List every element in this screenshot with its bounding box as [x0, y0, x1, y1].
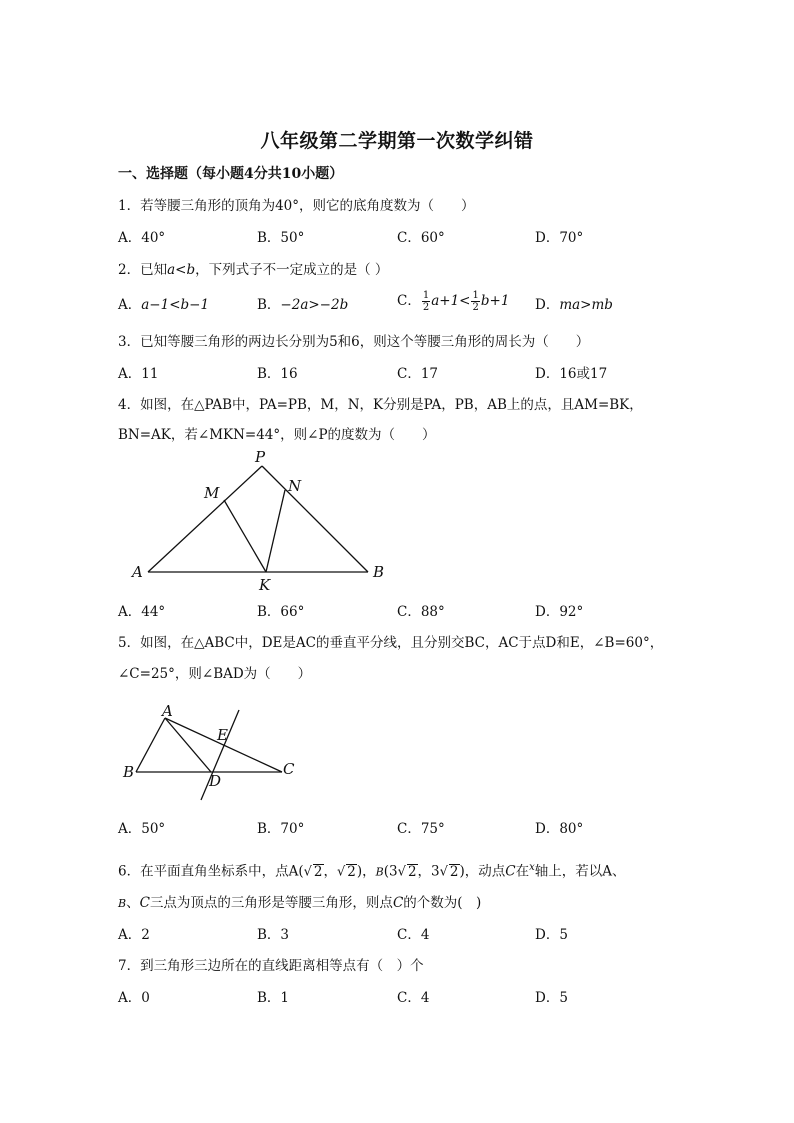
q6-line2-sep: 、	[126, 895, 140, 911]
q4-label-k: K	[259, 576, 271, 594]
q5-label-e: E	[217, 726, 228, 744]
question-1-stem: 1．若等腰三角形的顶角为40°，则它的底角度数为（ ）	[118, 198, 475, 214]
q6-radicand-1: 2	[313, 863, 323, 880]
q6-x-axis: x	[529, 862, 535, 873]
q2-lt: <	[175, 262, 187, 278]
q6-comma-1: ，	[323, 863, 337, 880]
q1-option-a: A．40°	[118, 230, 166, 246]
sqrt-icon: √	[397, 864, 406, 880]
q6-coef-2: 3	[431, 863, 440, 880]
q2-option-a-label: A．	[118, 297, 142, 313]
q5-option-b: B．70°	[257, 821, 305, 837]
q4-segment-nk	[266, 490, 285, 572]
q6-part-4: 在	[515, 863, 530, 880]
q6-line2-end: 的个数为( )	[403, 895, 482, 911]
q6-option-b: B．3	[257, 927, 290, 943]
q1-option-c: C．60°	[397, 230, 445, 246]
q7-option-c: C．4	[397, 990, 430, 1006]
q4-label-b: B	[373, 563, 385, 581]
q2-option-b-label: B．	[257, 297, 281, 313]
q2-option-c-label: C．	[397, 293, 421, 309]
q4-option-a: A．44°	[118, 604, 166, 620]
q6-part-5: 轴上，若以A、	[534, 863, 626, 880]
q5-label-a: A	[162, 702, 173, 720]
q3-option-a: A．11	[118, 366, 159, 382]
q2-option-c-tail: b+1	[480, 293, 510, 309]
q4-label-n: N	[288, 477, 302, 495]
q6-coef-1: 3	[389, 863, 398, 880]
q4-option-c: C．88°	[397, 604, 445, 620]
q2-option-d-label: D．	[535, 297, 560, 313]
q4-option-d: D．92°	[535, 604, 584, 620]
q6-part-2: )，	[356, 863, 376, 880]
q3-option-c: C．17	[397, 366, 439, 382]
q6-part-3: )，动点	[459, 863, 506, 880]
q4-label-a: A	[132, 563, 143, 581]
q6-line2-c2: C	[392, 895, 404, 911]
q2-option-d	[535, 296, 613, 314]
q7-option-d: D．5	[535, 990, 568, 1006]
q2-suffix: ，下列式子不一定成立的是（ ）	[195, 262, 389, 278]
q6-line2-c: C	[139, 895, 150, 911]
q4-option-b: B．66°	[257, 604, 305, 620]
question-6-line-1	[118, 859, 626, 882]
q2-option-c-fraction-1: $\frac{1}{2}$	[422, 290, 430, 313]
q4-label-p: P	[255, 448, 266, 466]
q5-segment-ad	[165, 718, 211, 772]
q2-var-b: b	[186, 262, 196, 278]
q5-segment-de-bisector	[201, 710, 239, 800]
q2-option-d-expr: ma>mb	[559, 297, 613, 313]
question-7-stem: 7．到三角形三边所在的直线距离相等点有（ ）个	[118, 958, 424, 974]
q6-option-d: D．5	[535, 927, 568, 943]
q5-segment-ac	[165, 718, 282, 772]
question-6-line-2	[118, 894, 481, 913]
question-2-stem	[118, 261, 388, 279]
q6-line2-text: 三点为顶点的三角形是等腰三角形，则点	[149, 895, 393, 911]
q6-point-c: C	[505, 863, 516, 880]
q5-option-c: C．75°	[397, 821, 445, 837]
q3-option-b: B．16	[257, 366, 298, 382]
q5-label-b: B	[123, 763, 135, 781]
q4-segment-pb	[262, 466, 368, 572]
q6-radicand-4: 2	[449, 863, 459, 880]
sqrt-icon: √	[303, 864, 312, 880]
q2-option-c-mid: a+1<	[431, 293, 471, 309]
q2-var-a: a	[167, 262, 176, 278]
question-4-line-1: 4．如图，在△PAB中，PA=PB，M，N，K分别是PA，PB，AB上的点，且AM=BK，	[118, 397, 643, 413]
q2-option-a-expr: a−1<b−1	[141, 297, 210, 313]
question-4-line-2: BN=AK，若∠MKN=44°，则∠P的度数为（ ）	[118, 427, 436, 443]
q1-option-b: B．50°	[257, 230, 305, 246]
q7-option-b: B．1	[257, 990, 290, 1006]
q6-point-b: B	[375, 865, 384, 879]
q4-segment-mk	[224, 500, 266, 572]
question-5-line-2: ∠C=25°，则∠BAD为（ ）	[118, 666, 312, 682]
q5-option-a: A．50°	[118, 821, 166, 837]
q2-prefix: 2．已知	[118, 262, 168, 278]
q3-option-d: D．16或17	[535, 366, 608, 382]
q7-option-a: A．0	[118, 990, 150, 1006]
sqrt-icon: √	[439, 864, 448, 880]
q5-segment-ab	[136, 718, 165, 772]
q6-option-a: A．2	[118, 927, 150, 943]
q5-option-d: D．80°	[535, 821, 584, 837]
question-5-line-1: 5．如图，在△ABC中，DE是AC的垂直平分线，且分别交BC，AC于点D和E，∠B=60°，	[118, 635, 664, 651]
page-title: 八年级第二学期第一次数学纠错	[260, 130, 534, 152]
q5-label-c: C	[283, 760, 295, 778]
question-3-stem: 3．已知等腰三角形的两边长分别为5和6，则这个等腰三角形的周长为（ ）	[118, 334, 590, 350]
q6-comma-2: ，	[417, 863, 432, 880]
q6-b-open: (	[383, 863, 390, 880]
q2-option-b-expr: −2a>−2b	[280, 297, 349, 313]
q2-option-a	[118, 296, 209, 314]
q2-option-b	[257, 296, 348, 314]
q4-segment-pa	[148, 466, 262, 572]
q2-option-c	[397, 290, 509, 313]
q1-option-d: D．70°	[535, 230, 584, 246]
q6-radicand-3: 2	[407, 863, 417, 880]
sqrt-icon: √	[337, 864, 346, 880]
q6-part-1: 6．在平面直角坐标系中，点A(	[118, 863, 304, 880]
q6-option-c: C．4	[397, 927, 430, 943]
q2-option-c-fraction-2: $\frac{1}{2}$	[472, 290, 479, 313]
q4-label-m: M	[204, 484, 220, 502]
q6-line2-b: B	[118, 897, 127, 910]
q5-label-d: D	[209, 772, 222, 790]
q6-radicand-2: 2	[347, 863, 356, 880]
section-heading: 一、选择题（每小题4分共10小题）	[118, 166, 344, 182]
